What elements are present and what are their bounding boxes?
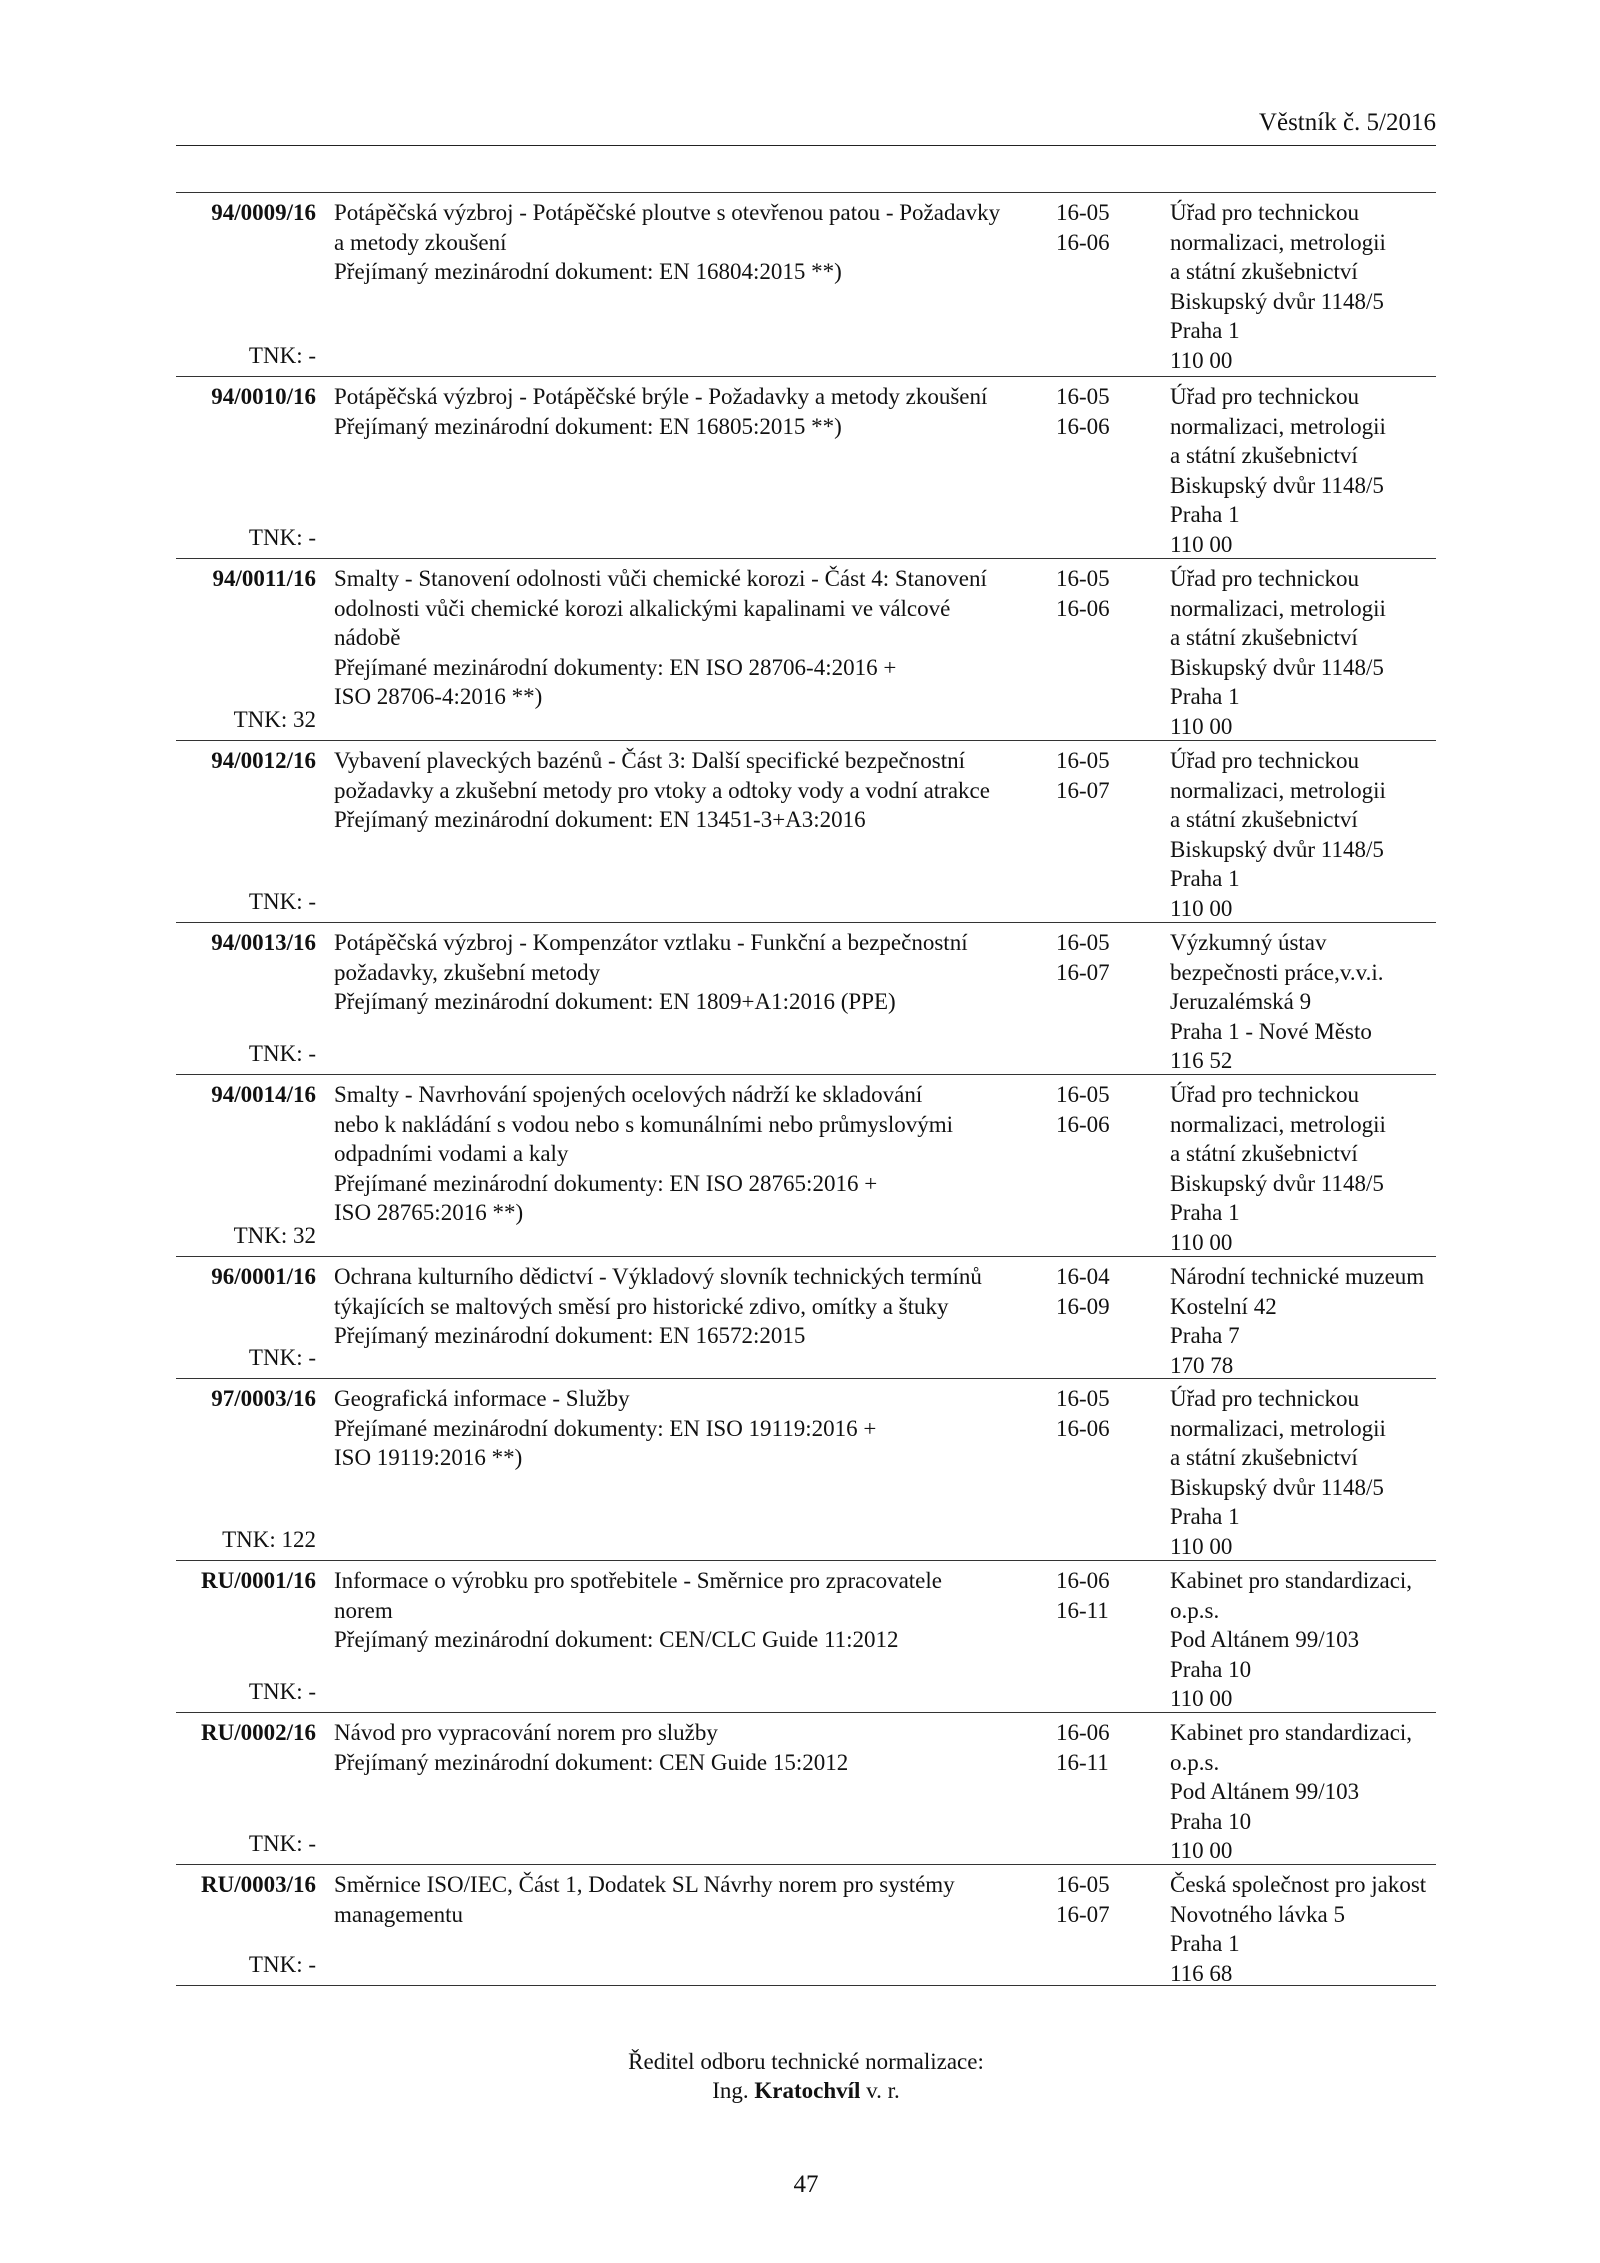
entry-title-line: nebo k nakládání s vodou nebo s komunálními nebo průmyslovými	[334, 1111, 954, 1137]
entry-contact-line: bezpečnosti práce,v.v.i.	[1170, 959, 1384, 985]
entry-id-cell	[176, 928, 316, 1074]
entry-title-line: požadavky a zkušební metody pro vtoky a odtoky vody a vodní atrakce	[334, 777, 990, 803]
entry-contact-line: o.p.s.	[1170, 1749, 1220, 1775]
entry-number: 94/0012/16	[211, 748, 316, 773]
entry-title-line: Přejímané mezinárodní dokumenty: EN ISO 28765:2016 +	[334, 1170, 878, 1196]
running-header	[176, 108, 1436, 138]
entry-contact-line: Praha 1	[1170, 318, 1240, 343]
entry-contact-line: Pod Altánem 99/103	[1170, 1627, 1360, 1652]
entry-title-cell	[316, 746, 1050, 922]
entry-contact-line: 110 00	[1170, 347, 1233, 373]
entry-tnk: TNK: -	[248, 1344, 316, 1370]
entry-contact-cell	[1136, 564, 1436, 740]
entry-contact-line: Praha 1	[1170, 684, 1240, 709]
entry-contact-line: Úřad pro technickou	[1170, 384, 1360, 409]
entry-title-line: týkajících se maltových směsí pro historické zdivo, omítky a štuky	[334, 1293, 949, 1319]
entry-contact-line: Praha 1	[1170, 866, 1240, 891]
entry-date: 16-05	[1056, 930, 1110, 955]
page-number: 47	[793, 2171, 819, 2198]
entry-date: 16-05	[1056, 566, 1110, 591]
entry-id-cell	[176, 382, 316, 558]
entry-title-line: Přejímaný mezinárodní dokument: EN 16805:2015 **)	[334, 413, 842, 439]
entry-title-cell	[316, 198, 1050, 376]
entry-title-cell	[316, 928, 1050, 1074]
entry-contact-line: Kabinet pro standardizaci,	[1170, 1720, 1413, 1745]
entry-contact-line: Úřad pro technickou	[1170, 200, 1360, 225]
entry-date: 16-07	[1056, 777, 1110, 803]
entry-dates-cell	[1050, 198, 1136, 376]
entry-contact-line: Biskupský dvůr 1148/5	[1170, 836, 1384, 862]
entry-date: 16-06	[1056, 1415, 1110, 1441]
entry-date: 16-06	[1056, 1720, 1110, 1745]
entry-title-line: Smalty - Navrhování spojených ocelových nádrží ke skladování	[334, 1082, 923, 1107]
entry-title-line: Smalty - Stanovení odolnosti vůči chemické korozi - Část 4: Stanovení	[334, 566, 987, 591]
entry-contact-cell	[1136, 746, 1436, 922]
entry-title-line: Potápěčská výzbroj - Kompenzátor vztlaku - Funkční a bezpečnostní	[334, 930, 968, 955]
entry-number: 94/0009/16	[211, 200, 316, 225]
entry-contact-cell	[1136, 1384, 1436, 1560]
entry-contact-line: normalizaci, metrologii	[1170, 229, 1386, 255]
header-rule	[176, 145, 1436, 146]
entry-contact-cell	[1136, 382, 1436, 558]
entry-contact-line: normalizaci, metrologii	[1170, 1415, 1386, 1441]
entry-contact-line: Novotného lávka 5	[1170, 1901, 1346, 1927]
table-row	[176, 1712, 1436, 1864]
entry-contact-line: Praha 10	[1170, 1808, 1252, 1834]
entry-tnk: TNK: 122	[222, 1526, 316, 1552]
entry-id-cell	[176, 564, 316, 740]
entry-title-line: Přejímaný mezinárodní dokument: EN 1809+A1:2016 (PPE)	[334, 989, 896, 1014]
entry-title-line: odolnosti vůči chemické korozi alkalickými kapalinami ve válcové	[334, 595, 951, 621]
entry-number: RU/0003/16	[201, 1872, 316, 1897]
entry-contact-line: Praha 7	[1170, 1323, 1240, 1348]
entry-date: 16-11	[1056, 1597, 1109, 1623]
entry-contact-cell	[1136, 1718, 1436, 1864]
entry-date: 16-05	[1056, 384, 1110, 409]
entry-dates-cell	[1050, 382, 1136, 558]
entry-title-line: managementu	[334, 1901, 464, 1927]
entry-title-line: Vybavení plaveckých bazénů - Část 3: Další specifické bezpečnostní	[334, 748, 965, 773]
entry-contact-line: Úřad pro technickou	[1170, 1082, 1360, 1107]
entry-number: 94/0014/16	[211, 1082, 316, 1107]
entry-title-line: Přejímaný mezinárodní dokument: CEN/CLC Guide 11:2012	[334, 1627, 899, 1652]
entry-date: 16-05	[1056, 1386, 1110, 1411]
entry-date: 16-06	[1056, 1111, 1110, 1137]
entry-date: 16-11	[1056, 1749, 1109, 1775]
entry-contact-line: 170 78	[1170, 1352, 1234, 1378]
entry-tnk: TNK: -	[248, 888, 316, 914]
entry-contact-line: 110 00	[1170, 895, 1233, 921]
entry-title-cell	[316, 1080, 1050, 1256]
entry-contact-line: Praha 1	[1170, 1931, 1240, 1956]
entry-title-line: Přejímaný mezinárodní dokument: CEN Guide 15:2012	[334, 1749, 849, 1775]
entry-contact-line: normalizaci, metrologii	[1170, 777, 1386, 803]
entry-id-cell	[176, 1870, 316, 1985]
entry-contact-line: 116 68	[1170, 1960, 1233, 1986]
entry-title-line: odpadními vodami a kaly	[334, 1141, 569, 1166]
signature-name: Kratochvíl	[754, 2078, 861, 2103]
entry-title-line: ISO 19119:2016 **)	[334, 1445, 523, 1470]
entry-contact-line: Úřad pro technickou	[1170, 1386, 1360, 1411]
entry-tnk: TNK: -	[248, 1830, 316, 1856]
entry-number: 96/0001/16	[211, 1264, 316, 1289]
entry-contact-line: a státní zkušebnictví	[1170, 807, 1358, 832]
entry-title-line: Přejímané mezinárodní dokumenty: EN ISO 28706-4:2016 +	[334, 654, 897, 680]
entry-contact-line: Výzkumný ústav	[1170, 930, 1327, 955]
entry-number: 94/0011/16	[212, 566, 316, 591]
table-row	[176, 1256, 1436, 1378]
entry-title-line: Potápěčská výzbroj - Potápěčské ploutve s otevřenou patou - Požadavky	[334, 200, 1001, 225]
entry-date: 16-06	[1056, 413, 1110, 439]
entry-tnk: TNK: -	[248, 1040, 316, 1066]
entry-contact-line: o.p.s.	[1170, 1597, 1220, 1623]
entry-title-cell	[316, 1718, 1050, 1864]
entry-date: 16-07	[1056, 959, 1110, 985]
entry-contact-line: Úřad pro technickou	[1170, 566, 1360, 591]
entry-contact-line: a státní zkušebnictví	[1170, 1141, 1358, 1166]
entry-contact-line: Kostelní 42	[1170, 1293, 1277, 1319]
entry-contact-line: 110 00	[1170, 1686, 1233, 1711]
entry-contact-line: a státní zkušebnictví	[1170, 625, 1358, 650]
entry-contact-line: a státní zkušebnictví	[1170, 259, 1358, 284]
entry-contact-line: a státní zkušebnictví	[1170, 1445, 1358, 1470]
entry-title-line: Ochrana kulturního dědictví - Výkladový slovník technických termínů	[334, 1264, 982, 1289]
entry-contact-cell	[1136, 928, 1436, 1074]
entry-date: 16-05	[1056, 1872, 1110, 1897]
entry-tnk: TNK: 32	[233, 706, 316, 732]
entry-date: 16-05	[1056, 1082, 1110, 1107]
entry-date: 16-05	[1056, 200, 1110, 225]
entry-title-cell	[316, 1566, 1050, 1712]
entry-title-line: Přejímaný mezinárodní dokument: EN 16572:2015	[334, 1323, 806, 1348]
table-row	[176, 1378, 1436, 1560]
entry-dates-cell	[1050, 1718, 1136, 1864]
entry-dates-cell	[1050, 1384, 1136, 1560]
entry-tnk: TNK: -	[248, 342, 316, 368]
entry-title-line: Geografická informace - Služby	[334, 1386, 630, 1411]
entry-title-line: a metody zkoušení	[334, 229, 507, 255]
entry-contact-line: Kabinet pro standardizaci,	[1170, 1568, 1413, 1593]
entry-dates-cell	[1050, 1870, 1136, 1985]
signature-prefix: Ing.	[712, 2078, 749, 2103]
entry-contact-cell	[1136, 1566, 1436, 1712]
entry-tnk: TNK: -	[248, 1678, 316, 1704]
entry-contact-line: 110 00	[1170, 1838, 1233, 1863]
entry-contact-cell	[1136, 1870, 1436, 1985]
entry-title-line: Směrnice ISO/IEC, Část 1, Dodatek SL Návrhy norem pro systémy	[334, 1872, 955, 1897]
entry-contact-cell	[1136, 1262, 1436, 1378]
entry-id-cell	[176, 198, 316, 376]
entry-contact-line: Praha 1	[1170, 1504, 1240, 1529]
signature-name-line	[176, 2076, 1436, 2105]
entry-number: 94/0010/16	[211, 384, 316, 409]
table-row	[176, 1074, 1436, 1256]
entry-id-cell	[176, 1566, 316, 1712]
journal-issue: Věstník č. 5/2016	[1258, 109, 1436, 136]
entry-number: RU/0002/16	[201, 1720, 316, 1745]
signature-suffix: v. r.	[866, 2078, 900, 2103]
entry-id-cell	[176, 1718, 316, 1864]
table-row	[176, 1560, 1436, 1712]
entry-contact-line: normalizaci, metrologii	[1170, 413, 1386, 439]
table-row	[176, 740, 1436, 922]
entry-title-line: Informace o výrobku pro spotřebitele - Směrnice pro zpracovatele	[334, 1568, 942, 1593]
entry-id-cell	[176, 746, 316, 922]
entry-contact-line: 110 00	[1170, 1533, 1233, 1559]
entry-date: 16-07	[1056, 1901, 1110, 1927]
entry-contact-line: 110 00	[1170, 531, 1233, 557]
entry-contact-line: a státní zkušebnictví	[1170, 443, 1358, 468]
entry-title-cell	[316, 1384, 1050, 1560]
entry-contact-line: Praha 1	[1170, 502, 1240, 527]
entry-title-line: Návod pro vypracování norem pro služby	[334, 1720, 718, 1745]
entry-dates-cell	[1050, 564, 1136, 740]
entry-number: 97/0003/16	[211, 1386, 316, 1411]
entry-title-line: Přejímaný mezinárodní dokument: EN 16804:2015 **)	[334, 259, 842, 284]
entry-date: 16-05	[1056, 748, 1110, 773]
entry-tnk: TNK: 32	[233, 1222, 316, 1248]
entry-contact-line: Národní technické muzeum	[1170, 1264, 1425, 1289]
entry-tnk: TNK: -	[248, 1951, 316, 1977]
entry-id-cell	[176, 1384, 316, 1560]
entry-contact-line: Praha 1	[1170, 1200, 1240, 1225]
entry-title-line: Potápěčská výzbroj - Potápěčské brýle - Požadavky a metody zkoušení	[334, 384, 988, 409]
entry-dates-cell	[1050, 1566, 1136, 1712]
entry-title-cell	[316, 1262, 1050, 1378]
entry-number: RU/0001/16	[201, 1568, 316, 1593]
entry-contact-line: Biskupský dvůr 1148/5	[1170, 1170, 1384, 1196]
entry-title-line: Přejímaný mezinárodní dokument: EN 13451-3+A3:2016	[334, 807, 866, 832]
entry-contact-line: Pod Altánem 99/103	[1170, 1779, 1360, 1804]
entry-contact-cell	[1136, 1080, 1436, 1256]
entry-contact-line: Praha 10	[1170, 1656, 1252, 1682]
entry-contact-line: 116 52	[1170, 1048, 1233, 1073]
entry-dates-cell	[1050, 746, 1136, 922]
entry-date: 16-06	[1056, 229, 1110, 255]
entry-contact-cell	[1136, 198, 1436, 376]
entry-title-line: ISO 28706-4:2016 **)	[334, 684, 543, 709]
entry-contact-line: Biskupský dvůr 1148/5	[1170, 288, 1384, 314]
entry-id-cell	[176, 1262, 316, 1378]
entry-number: 94/0013/16	[211, 930, 316, 955]
table-row	[176, 1864, 1436, 1986]
entry-contact-line: normalizaci, metrologii	[1170, 1111, 1386, 1137]
entry-tnk: TNK: -	[248, 524, 316, 550]
entry-contact-line: Úřad pro technickou	[1170, 748, 1360, 773]
table-row	[176, 192, 1436, 376]
entry-contact-line: Biskupský dvůr 1148/5	[1170, 1474, 1384, 1500]
entry-title-line: Přejímané mezinárodní dokumenty: EN ISO 19119:2016 +	[334, 1415, 877, 1441]
entry-title-line: norem	[334, 1597, 393, 1623]
entry-title-cell	[316, 382, 1050, 558]
entry-dates-cell	[1050, 1262, 1136, 1378]
entry-contact-line: Česká společnost pro jakost	[1170, 1872, 1427, 1897]
entry-title-line: ISO 28765:2016 **)	[334, 1200, 524, 1225]
entry-id-cell	[176, 1080, 316, 1256]
entry-contact-line: 110 00	[1170, 1229, 1233, 1255]
entry-contact-line: normalizaci, metrologii	[1170, 595, 1386, 621]
signature-role: Ředitel odboru technické normalizace:	[628, 2049, 984, 2074]
entry-contact-line: Praha 1 - Nové Město	[1170, 1018, 1372, 1044]
entry-contact-line: 110 00	[1170, 713, 1233, 739]
entry-title-cell	[316, 1870, 1050, 1985]
entry-dates-cell	[1050, 928, 1136, 1074]
entry-title-line: požadavky, zkušební metody	[334, 959, 601, 985]
table-row	[176, 376, 1436, 558]
entry-date: 16-06	[1056, 1568, 1110, 1593]
entry-contact-line: Jeruzalémská 9	[1170, 989, 1312, 1014]
table-row	[176, 558, 1436, 740]
entry-dates-cell	[1050, 1080, 1136, 1256]
signature-block	[176, 2047, 1436, 2105]
entry-date: 16-06	[1056, 595, 1110, 621]
entry-contact-line: Biskupský dvůr 1148/5	[1170, 472, 1384, 498]
standards-table	[176, 192, 1436, 1986]
entry-title-line: nádobě	[334, 625, 401, 650]
entry-title-cell	[316, 564, 1050, 740]
table-row	[176, 922, 1436, 1074]
entry-date: 16-09	[1056, 1293, 1110, 1319]
entry-date: 16-04	[1056, 1264, 1110, 1289]
entry-contact-line: Biskupský dvůr 1148/5	[1170, 654, 1384, 680]
